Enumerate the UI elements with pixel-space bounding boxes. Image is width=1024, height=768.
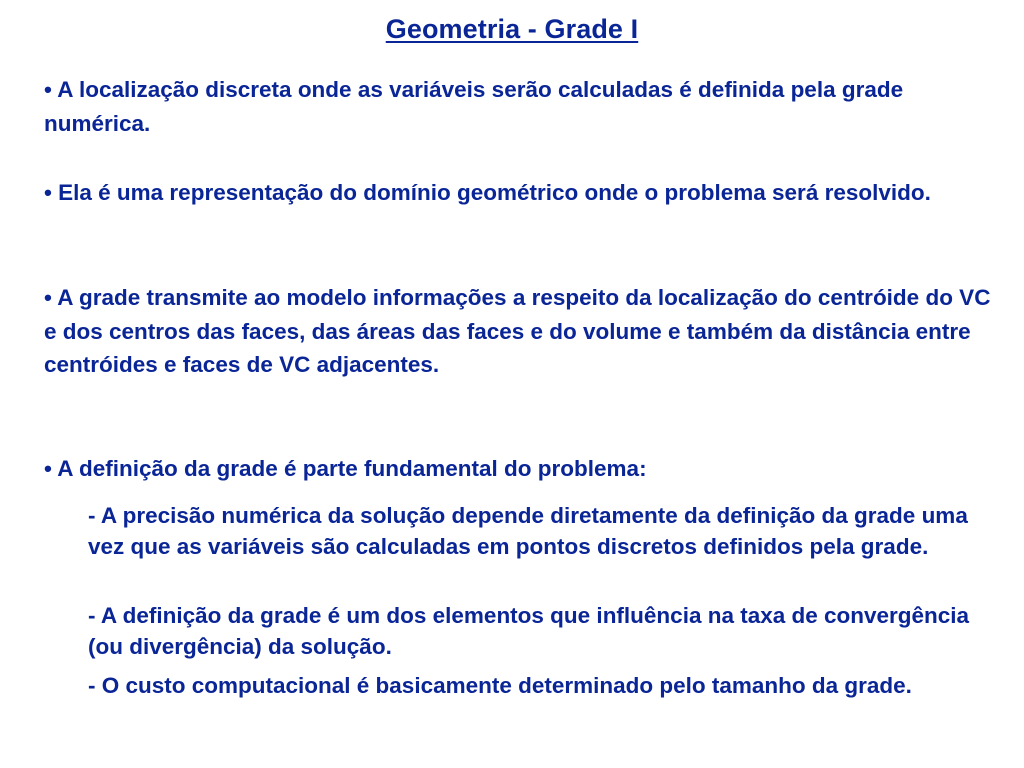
sub-bullet-item: - A definição da grade é um dos elementos que influência na taxa de convergência (ou divergência) da solução. [88, 603, 970, 659]
sub-bullet-item: - O custo computacional é basicamente determinado pelo tamanho da grade. [88, 673, 912, 698]
bullet-item: • Ela é uma representação do domínio geométrico onde o problema será resolvido. [44, 180, 931, 205]
sub-bullet-item: - A precisão numérica da solução depende diretamente da definição da grade uma vez que as variáveis são calculadas em pontos discretos definidos pela grade. [88, 503, 968, 559]
bullet-item: • A grade transmite ao modelo informações a respeito da localização do centróide do VC e dos centros das faces, das áreas das faces e do volume e também da distância entre centróides e faces de VC adjacentes. [44, 285, 991, 377]
slide-title: Geometria - Grade I [385, 14, 639, 44]
bullet-item: • A definição da grade é parte fundamental do problema: [44, 456, 647, 481]
bullet-item: • A localização discreta onde as variáveis serão calculadas é definida pela grade numérica. [44, 77, 904, 136]
